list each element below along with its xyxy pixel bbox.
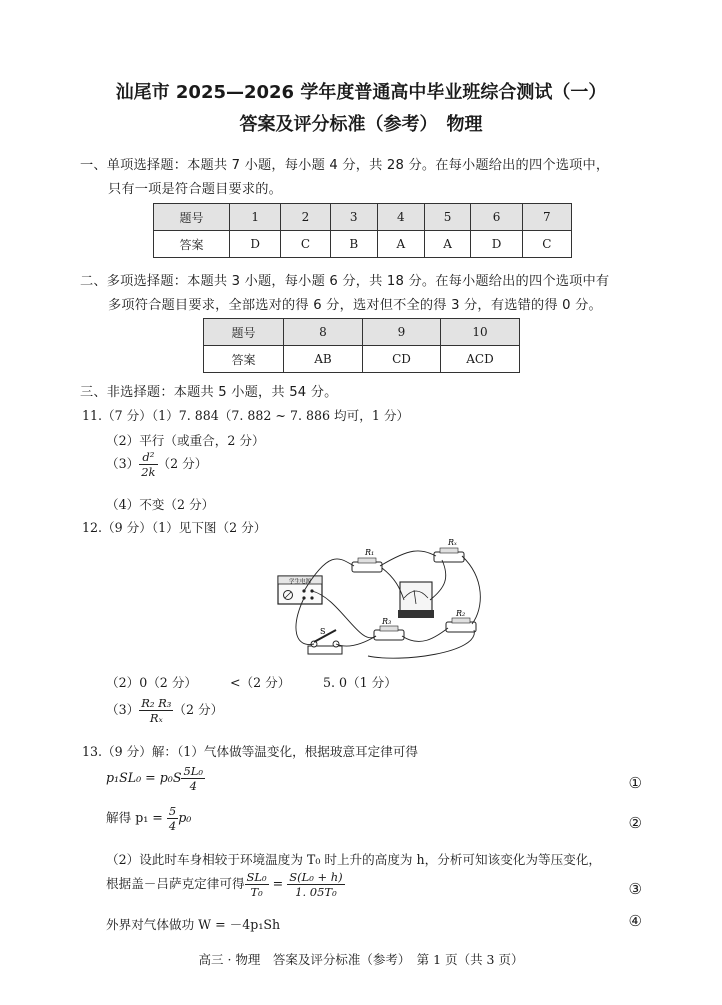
table-header-cell: 题号 bbox=[204, 319, 284, 346]
section3-intro: 三、非选择题：本题共 5 小题，共 54 分。 bbox=[80, 385, 338, 400]
table-header-cell: 答案 bbox=[204, 346, 284, 373]
r3-label: R₃ bbox=[382, 617, 392, 626]
fraction bbox=[181, 764, 205, 793]
fraction bbox=[287, 870, 344, 899]
q12-line3-prefix: （3） bbox=[106, 702, 140, 717]
answer-cell: C bbox=[522, 231, 571, 258]
page-footer: 高三 · 物理 答案及评分标准（参考） 第 1 页（共 3 页） bbox=[198, 952, 524, 967]
q12-line3-suffix: （2 分） bbox=[173, 702, 224, 717]
equation-marker: ④ bbox=[628, 912, 642, 930]
circuit-diagram bbox=[270, 538, 490, 664]
q13-eq4: 外界对气体做功 W = －4p₁Sh bbox=[106, 917, 281, 932]
resistor-r3-icon bbox=[374, 617, 404, 640]
eq1-left: p₁SL₀ = p₀S bbox=[106, 770, 182, 785]
section1-intro: 一、单项选择题：本题共 7 小题，每小题 4 分，共 28 分。在每小题给出的四个选项中， bbox=[80, 158, 610, 173]
fraction-denominator: 4 bbox=[189, 779, 197, 793]
answer-cell: AB bbox=[284, 346, 363, 373]
question-number: 3 bbox=[330, 204, 377, 231]
question-number: 7 bbox=[522, 204, 571, 231]
q12-line2a: （2）0（2 分） bbox=[106, 675, 198, 690]
equation-marker: ① bbox=[628, 774, 642, 792]
fraction bbox=[245, 870, 269, 899]
answer-cell: ACD bbox=[441, 346, 520, 373]
eq2-suffix: p₀ bbox=[178, 810, 192, 825]
question-number: 8 bbox=[284, 319, 363, 346]
fraction bbox=[139, 450, 157, 479]
q11-line3-suffix: （2 分） bbox=[157, 456, 208, 471]
rx-label: Rₓ bbox=[448, 538, 457, 547]
single-choice-table bbox=[153, 203, 572, 258]
answer-cell: D bbox=[230, 231, 281, 258]
page-title: 汕尾市 2025—2026 学年度普通高中毕业班综合测试（一） bbox=[115, 82, 607, 103]
q11-line3 bbox=[106, 450, 207, 479]
answer-cell: B bbox=[330, 231, 377, 258]
power-label: 学生电源 bbox=[288, 579, 312, 585]
q13-line3: （2）设此时车身相较于环境温度为 T₀ 时上升的高度为 h，分析可知该变化为等压变化， bbox=[106, 852, 601, 867]
resistor-r1-icon bbox=[352, 548, 382, 572]
r2-label: R₂ bbox=[456, 609, 466, 618]
resistor-r2-icon bbox=[446, 609, 476, 632]
fraction-numerator: 5 bbox=[168, 804, 177, 818]
switch-label: S bbox=[320, 627, 326, 636]
page-subtitle: 答案及评分标准（参考） 物理 bbox=[239, 114, 483, 135]
switch-icon bbox=[308, 627, 342, 654]
q13-eq3: 根据盖－吕萨克定律可得 $\frac{\text{SL₀}}{\text{T₀}}$ = $\frac{\text{S(L₀ + h)}}{\text{1. 05T₀}}$ bbox=[106, 870, 343, 899]
power-supply-icon bbox=[278, 576, 322, 604]
fraction-numerator: d² bbox=[139, 450, 157, 465]
r1-label: R₁ bbox=[365, 548, 375, 557]
resistor-rx-icon bbox=[434, 538, 464, 562]
table-header-cell: 答案 bbox=[154, 231, 230, 258]
fraction bbox=[167, 804, 178, 833]
q11-line1: 11.（7 分）（1）7. 884（7. 882 ~ 7. 886 均可，1 分） bbox=[82, 408, 410, 423]
equation-marker: ② bbox=[628, 814, 642, 832]
q13-eq2 bbox=[106, 804, 191, 833]
question-number: 1 bbox=[230, 204, 281, 231]
eq3-prefix: 根据盖－吕萨克定律可得 bbox=[106, 876, 245, 891]
q12-line2c: 5. 0（1 分） bbox=[323, 675, 397, 690]
q11-line2: （2）平行（或重合，2 分） bbox=[106, 433, 265, 448]
fraction-denominator: Rₓ bbox=[149, 711, 163, 725]
galvanometer-icon bbox=[398, 582, 434, 618]
table-header-cell: 题号 bbox=[154, 204, 230, 231]
q12-line3 bbox=[106, 696, 223, 725]
answer-cell: C bbox=[281, 231, 330, 258]
answer-cell: A bbox=[377, 231, 424, 258]
eq2-prefix: 解得 p₁ = bbox=[106, 810, 163, 825]
equation-marker: ③ bbox=[628, 880, 642, 898]
q12-line2b: <（2 分） bbox=[230, 675, 291, 690]
q12-line1: 12.（9 分）（1）见下图（2 分） bbox=[82, 520, 267, 535]
fraction-numerator: S(L₀ + h) bbox=[289, 870, 343, 884]
answer-cell: A bbox=[424, 231, 471, 258]
question-number: 6 bbox=[471, 204, 522, 231]
fraction-denominator: T₀ bbox=[250, 885, 263, 899]
multi-choice-table bbox=[203, 318, 520, 373]
q11-line3-prefix: （3） bbox=[106, 456, 140, 471]
fraction-denominator: 1. 05T₀ bbox=[295, 885, 337, 899]
section2-intro-2: 多项符合题目要求，全部选对的得 6 分，选对但不全的得 3 分，有选错的得 0 分。 bbox=[108, 298, 602, 313]
question-number: 9 bbox=[363, 319, 441, 346]
answer-cell: D bbox=[471, 231, 522, 258]
fraction-denominator: 2k bbox=[141, 465, 156, 479]
section1-intro-2: 只有一项是符合题目要求的。 bbox=[108, 182, 283, 197]
fraction-numerator: 5L₀ bbox=[183, 764, 204, 778]
question-number: 5 bbox=[424, 204, 471, 231]
section2-intro: 二、多项选择题：本题共 3 小题，每小题 6 分，共 18 分。在每小题给出的四个选项中有 bbox=[80, 274, 610, 289]
question-number: 2 bbox=[281, 204, 330, 231]
q13-eq1 bbox=[106, 764, 205, 793]
fraction-denominator: 4 bbox=[168, 819, 177, 833]
question-number: 10 bbox=[441, 319, 520, 346]
question-number: 4 bbox=[377, 204, 424, 231]
q13-line1: 13.（9 分）解：（1）气体做等温变化，根据玻意耳定律可得 bbox=[82, 744, 419, 759]
fraction-numerator: SL₀ bbox=[246, 870, 267, 884]
fraction bbox=[139, 696, 173, 725]
fraction-numerator: R₂ R₃ bbox=[141, 696, 172, 710]
q11-line4: （4）不变（2 分） bbox=[106, 497, 215, 512]
answer-cell: CD bbox=[363, 346, 441, 373]
